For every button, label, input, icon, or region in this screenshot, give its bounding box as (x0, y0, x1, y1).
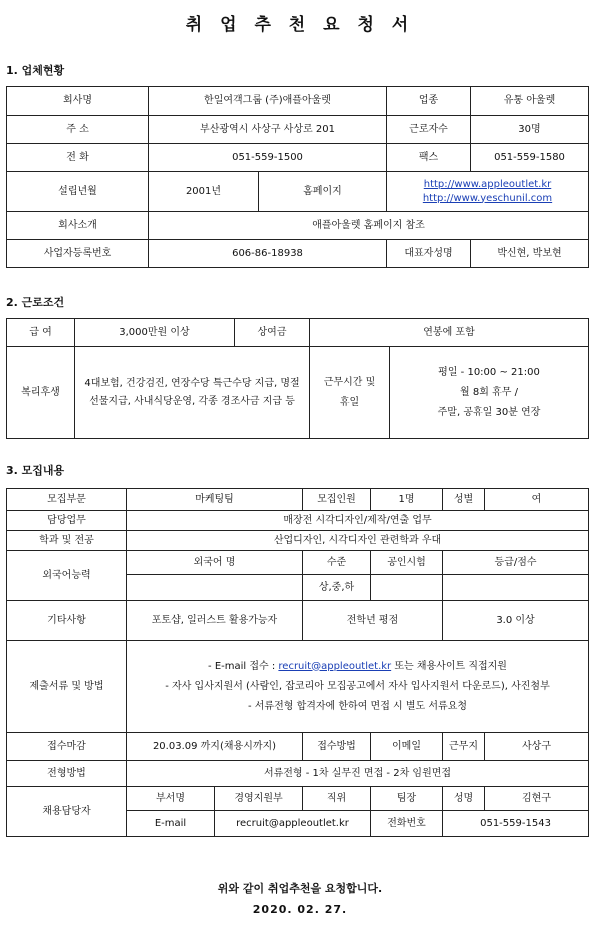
document-title: 취 업 추 천 요 청 서 (185, 15, 415, 35)
homepage-link-1[interactable]: http://www.appleoutlet.kr (423, 178, 552, 190)
deadline-label: 접수마감 (7, 733, 127, 761)
gpa: 3.0 이상 (443, 601, 589, 641)
docs-label: 제출서류 및 방법 (7, 641, 127, 733)
welfare-label: 복리후생 (7, 347, 75, 439)
docs-email-link[interactable]: recruit@appleoutlet.kr (278, 660, 392, 672)
ceo-label: 대표자성명 (387, 240, 471, 268)
company-name-label: 회사명 (7, 87, 149, 116)
major: 산업디자인, 시각디자인 관련학과 우대 (127, 531, 589, 551)
employees: 30명 (471, 116, 589, 144)
docs-line-3: - 서류전형 합격자에 한하여 면접 시 별도 서류요청 (247, 700, 468, 712)
docs-line-1-suffix: 또는 채용사이트 직접지원 (391, 660, 507, 672)
ceo: 박신현, 박보현 (471, 240, 589, 268)
recruit-table (6, 488, 589, 837)
contact-phone-label: 전화번호 (371, 811, 443, 837)
company-name: 한일여객그룹 (주)애플아울렛 (149, 87, 387, 116)
contact-email-label: E-mail (127, 811, 215, 837)
deadline: 20.03.09 까지(채용시까지) (127, 733, 303, 761)
phone-label: 전 화 (7, 144, 149, 172)
hours-cell (390, 347, 589, 439)
lang-score-value (443, 575, 589, 601)
major-label: 학과 및 전공 (7, 531, 127, 551)
company-table (6, 86, 589, 268)
intro-label: 회사소개 (7, 212, 149, 240)
conditions-table (6, 318, 589, 439)
intro: 애플아울렛 홈페이지 참조 (149, 212, 589, 240)
founded-label: 설립년월 (7, 172, 149, 212)
contact-pos: 팀장 (371, 787, 443, 811)
section2-heading: 2. 근로조건 (6, 296, 65, 309)
contact-label: 채용담당자 (7, 787, 127, 837)
phone: 051-559-1500 (149, 144, 387, 172)
etc-label: 기타사항 (7, 601, 127, 641)
lang-col-test: 공인시험 (371, 551, 443, 575)
section3-heading: 3. 모집내용 (6, 464, 65, 477)
bonus-label: 상여금 (235, 319, 310, 347)
gender-label: 성별 (443, 489, 485, 511)
contact-phone: 051-559-1543 (443, 811, 589, 837)
fax-label: 팩스 (387, 144, 471, 172)
docs-cell (127, 641, 589, 733)
hours-line-2: 월 8회 휴무 / (460, 386, 518, 398)
address: 부산광역시 사상구 사상로 201 (149, 116, 387, 144)
hours-line-1: 평일 - 10:00 ~ 21:00 (438, 366, 540, 378)
fax: 051-559-1580 (471, 144, 589, 172)
lang-label: 외국어능력 (7, 551, 127, 601)
lang-test-value (371, 575, 443, 601)
homepage-label: 홈페이지 (259, 172, 387, 212)
docs-line-1 (129, 657, 586, 677)
founded: 2001년 (149, 172, 259, 212)
dept: 마케팅팀 (127, 489, 303, 511)
employees-label: 근로자수 (387, 116, 471, 144)
docs-line-1-prefix: - E-mail 접수 : (208, 660, 279, 672)
homepage-cell (387, 172, 589, 212)
homepage-link-2[interactable]: http://www.yeschunil.com (422, 192, 553, 204)
biz-no-label: 사업자등록번호 (7, 240, 149, 268)
lang-name-value (127, 575, 303, 601)
headcount: 1명 (371, 489, 443, 511)
salary-label: 급 여 (7, 319, 75, 347)
apply-method-label: 접수방법 (303, 733, 371, 761)
contact-name: 김현구 (485, 787, 589, 811)
contact-email[interactable]: recruit@appleoutlet.kr (215, 811, 371, 837)
dept-label: 모집부문 (7, 489, 127, 511)
lang-col-level: 수준 (303, 551, 371, 575)
salary: 3,000만원 이상 (75, 319, 235, 347)
location: 사상구 (485, 733, 589, 761)
location-label: 근무지 (443, 733, 485, 761)
bonus: 연봉에 포함 (310, 319, 589, 347)
headcount-label: 모집인원 (303, 489, 371, 511)
etc: 포토샵, 일러스트 활용가능자 (127, 601, 303, 641)
duty-label: 담당업무 (7, 511, 127, 531)
contact-pos-label: 직위 (303, 787, 371, 811)
industry: 유통 아울렛 (471, 87, 589, 116)
hours-label: 근무시간 및 휴일 (310, 347, 390, 439)
process-label: 전형방법 (7, 761, 127, 787)
hours-line-3: 주말, 공휴일 30분 연장 (437, 406, 541, 418)
duty: 매장전 시각디자인/제작/연출 업무 (127, 511, 589, 531)
address-label: 주 소 (7, 116, 149, 144)
contact-name-label: 성명 (443, 787, 485, 811)
contact-dept: 경영지원부 (215, 787, 303, 811)
welfare: 4대보험, 건강검진, 연장수당 특근수당 지급, 명절선물지급, 사내식당운영, 각종 경조사금 지급 등 (75, 347, 310, 439)
document-date: 2020. 02. 27. (252, 903, 348, 916)
closing-text: 위와 같이 취업추천을 요청합니다. (217, 882, 383, 895)
lang-level-value: 상,중,하 (303, 575, 371, 601)
apply-method: 이메일 (371, 733, 443, 761)
lang-col-score: 등급/점수 (443, 551, 589, 575)
contact-dept-label: 부서명 (127, 787, 215, 811)
lang-col-name: 외국어 명 (127, 551, 303, 575)
gpa-label: 전학년 평점 (303, 601, 443, 641)
section1-heading: 1. 업체현황 (6, 64, 65, 77)
docs-line-2: - 자사 입사지원서 (사람인, 잡코리아 모집공고에서 자사 입사지원서 다운로드), 사진첨부 (165, 680, 550, 692)
industry-label: 업종 (387, 87, 471, 116)
gender: 여 (485, 489, 589, 511)
process: 서류전형 - 1차 실무진 면접 - 2차 임원면접 (127, 761, 589, 787)
biz-no: 606-86-18938 (149, 240, 387, 268)
